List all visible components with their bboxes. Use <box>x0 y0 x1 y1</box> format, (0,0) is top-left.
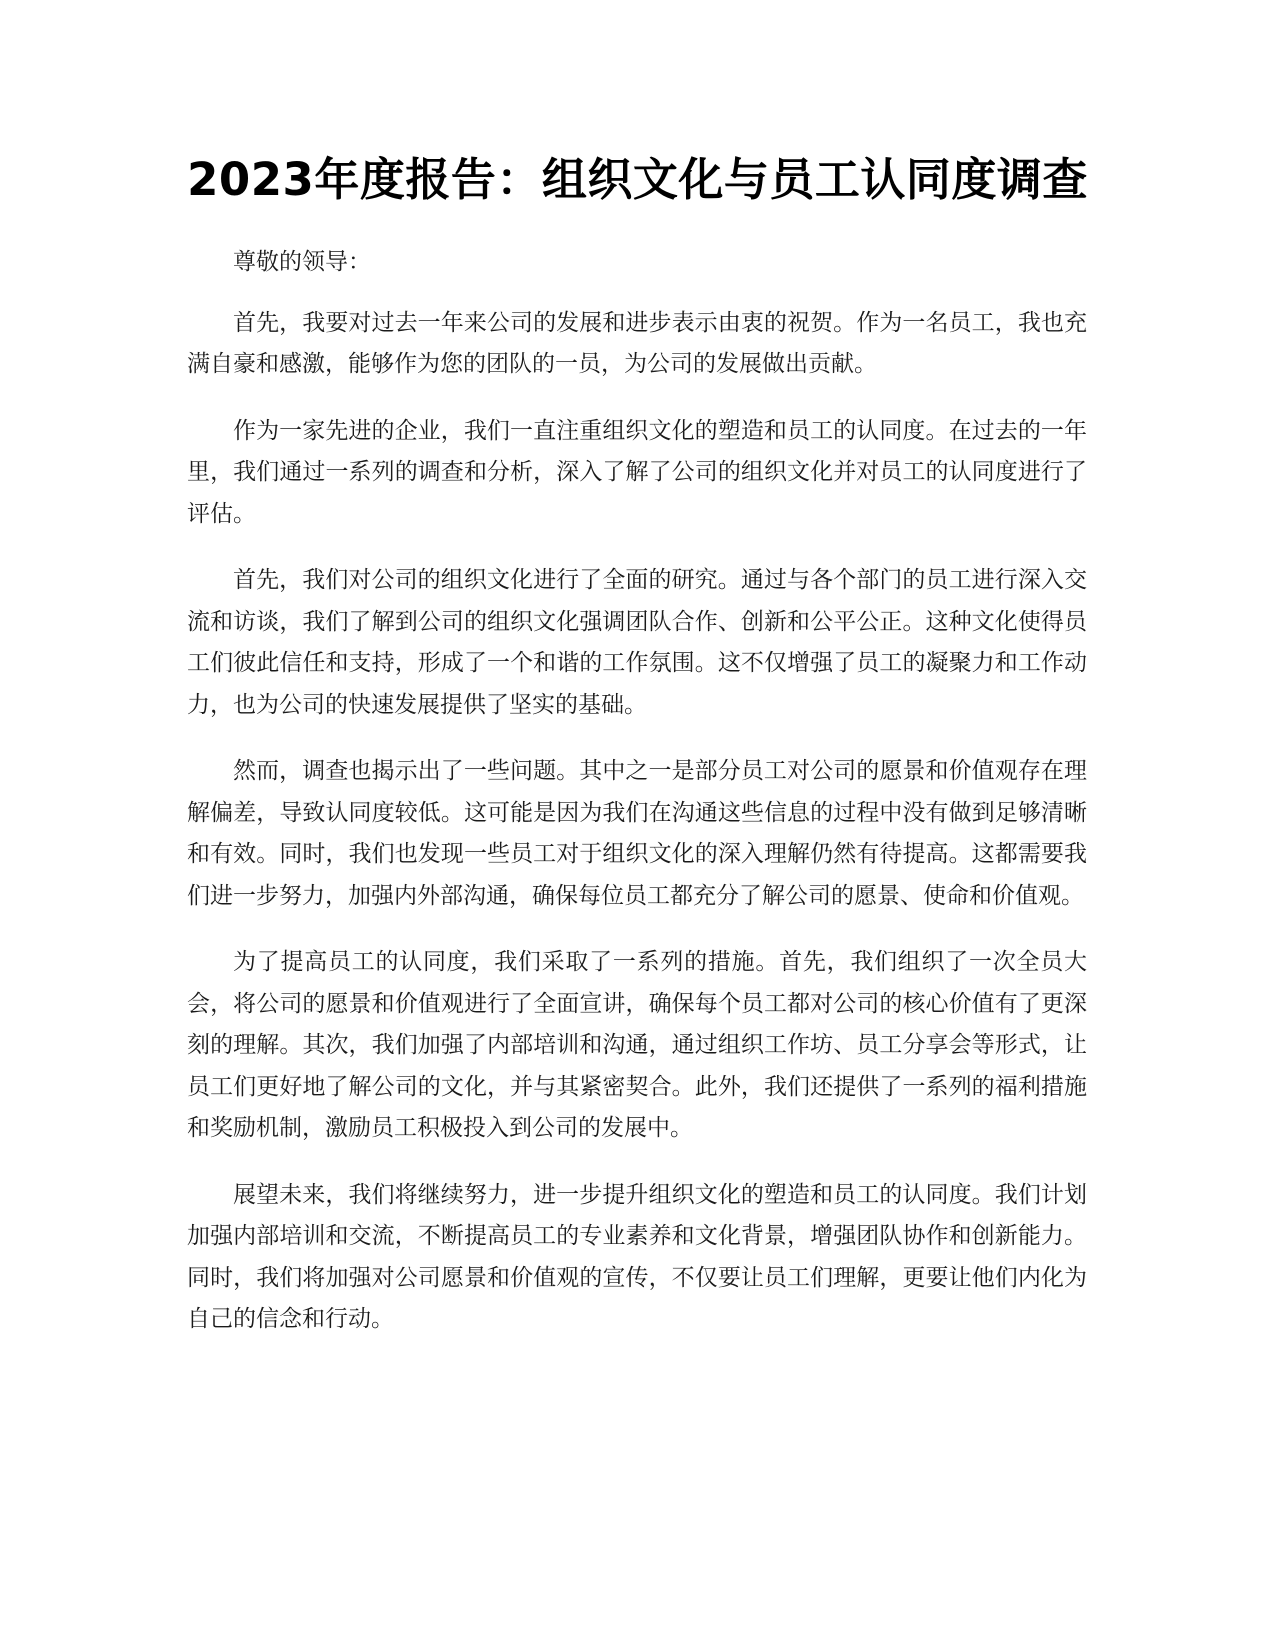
document-title: 2023年度报告：组织文化与员工认同度调查 <box>187 153 1088 206</box>
paragraph-5: 为了提高员工的认同度，我们采取了一系列的措施。首先，我们组织了一次全员大会，将公司的愿景和价值观进行了全面宣讲，确保每个员工都对公司的核心价值有了更深刻的理解。其次，我们加强了内部培训和沟通，通过组织工作坊、员工分享会等形式，让员工们更好地了解公司的文化，并与其紧密契合。此外，我们还提供了一系列的福利措施和奖励机制，激励员工积极投入到公司的发展中。 <box>187 949 1087 1141</box>
paragraph-6: 展望未来，我们将继续努力，进一步提升组织文化的塑造和员工的认同度。我们计划加强内部培训和交流，不断提高员工的专业素养和文化背景，增强团队协作和创新能力。同时，我们将加强对公司愿景和价值观的宣传，不仅要让员工们理解，更要让他们内化为自己的信念和行动。 <box>187 1181 1087 1332</box>
salutation: 尊敬的领导： <box>233 249 371 275</box>
paragraph-4: 然而，调查也揭示出了一些问题。其中之一是部分员工对公司的愿景和价值观存在理解偏差，导致认同度较低。这可能是因为我们在沟通这些信息的过程中没有做到足够清晰和有效。同时，我们也发现一些员工对于组织文化的深入理解仍然有待提高。这都需要我们进一步努力，加强内外部沟通，确保每位员工都充分了解公司的愿景、使命和价值观。 <box>187 758 1087 909</box>
paragraph-3: 首先，我们对公司的组织文化进行了全面的研究。通过与各个部门的员工进行深入交流和访谈，我们了解到公司的组织文化强调团队合作、创新和公平公正。这种文化使得员工们彼此信任和支持，形成了一个和谐的工作氛围。这不仅增强了员工的凝聚力和工作动力，也为公司的快速发展提供了坚实的基础。 <box>187 567 1087 718</box>
paragraph-1: 首先，我要对过去一年来公司的发展和进步表示由衷的祝贺。作为一名员工，我也充满自豪和感激，能够作为您的团队的一员，为公司的发展做出贡献。 <box>187 309 1087 377</box>
document-body <box>187 242 1087 1366</box>
paragraph-2: 作为一家先进的企业，我们一直注重组织文化的塑造和员工的认同度。在过去的一年里，我们通过一系列的调查和分析，深入了解了公司的组织文化并对员工的认同度进行了评估。 <box>187 417 1087 527</box>
